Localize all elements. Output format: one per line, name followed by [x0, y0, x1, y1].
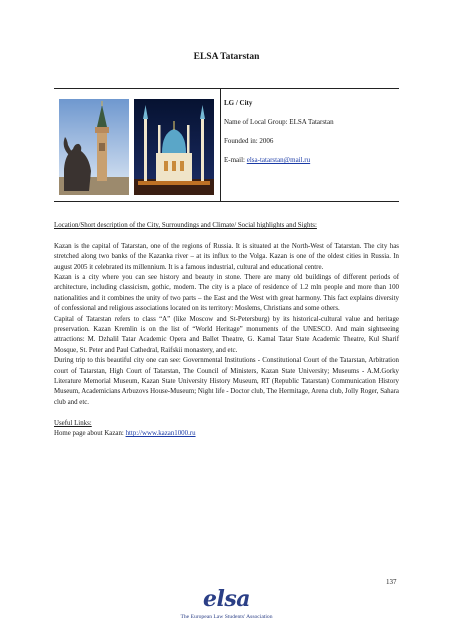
paragraph-intro: Kazan is the capital of Tatarstan, one of the regions of Russia. It is situated at the North-West of Tatarstan. The city has stretched along two banks of the Kazanka river – at its influx to the Volga. Kazan is one of the oldest cities in Russia. In august 2005 it celebrated its millennium. It is a famous industrial, cultural and educational centre. — [54, 242, 399, 271]
homepage-row — [54, 429, 399, 439]
homepage-label: Home page about Kazan: — [54, 430, 126, 438]
email-link[interactable]: elsa-tatarstan@mail.ru — [246, 156, 311, 164]
founded-year: Founded in: 2006 — [224, 137, 274, 145]
page-number: 137 — [386, 578, 397, 586]
info-heading: LG / City — [224, 99, 253, 107]
section-heading: Location/Short description of the City, Surroundings and Climate/ Social highlights and Sights: — [54, 222, 317, 229]
paragraph-history: Kazan is a city where you can see history and beauty in stone. There are many old buildings of different periods of architecture, including classicism, gothic, modern. The city is a place of residence of 1.2 mln people and more than 100 nationalities and it combines the unity of two parts – the East and the West with great harmony. This fact explains diversity of confessional and religious associations located on its territory: Moslems, Christians and some others. — [54, 274, 399, 313]
paragraph-sights: During trip to this beautiful city one can see: Governmental Institutions - Constitutional Court of the Tatarstan, Arbitration court of Tatarstan, High Court of Tatarstan, The Council of Ministers, Kazan State University; Museums - A.M.Gorky Literature Memorial Museum, Kazan State University History Museum, RT (Republic Tatarstan) Communication History Museum, Academicians Arbuzovs House-Museum; Night life - Doctor club, The Hermitage, Arena club, Jolly Roger, Sahara club and etc. — [54, 357, 399, 406]
info-table — [54, 88, 399, 202]
email-row — [224, 156, 310, 165]
elsa-logo: elsa — [203, 586, 250, 612]
links-heading: Useful Links: — [54, 419, 92, 427]
homepage-link[interactable]: http://www.kazan1000.ru — [125, 430, 196, 438]
email-label: E-mail: — [224, 156, 247, 164]
footer-tagline: The European Law Students' Association — [180, 614, 273, 620]
paragraph-heritage: Capital of Tatarstan refers to class “A” (like Moscow and St-Petersburg) by its historical-cultural value and heritage preservation. Kazan Kremlin is on the list of “World Heritage” monuments of the UNESCO. And main sightseeing attractions: M. Dzhalil Tatar Academic Opera and Ballet Theatre, G. Kamal Tatar State Academic Theatre, Kul Sharif Mosque, St. Peter and Paul Cathedral, Raifskii monastery, and etc. — [54, 315, 399, 354]
city-description — [54, 221, 399, 440]
table-divider — [220, 89, 221, 201]
kazan-kremlin-tower-photo — [59, 99, 129, 195]
local-group-name: Name of Local Group: ELSA Tatarstan — [224, 118, 334, 126]
page-title: ELSA Tatarstan — [193, 52, 260, 62]
kul-sharif-mosque-night-photo — [134, 99, 214, 195]
